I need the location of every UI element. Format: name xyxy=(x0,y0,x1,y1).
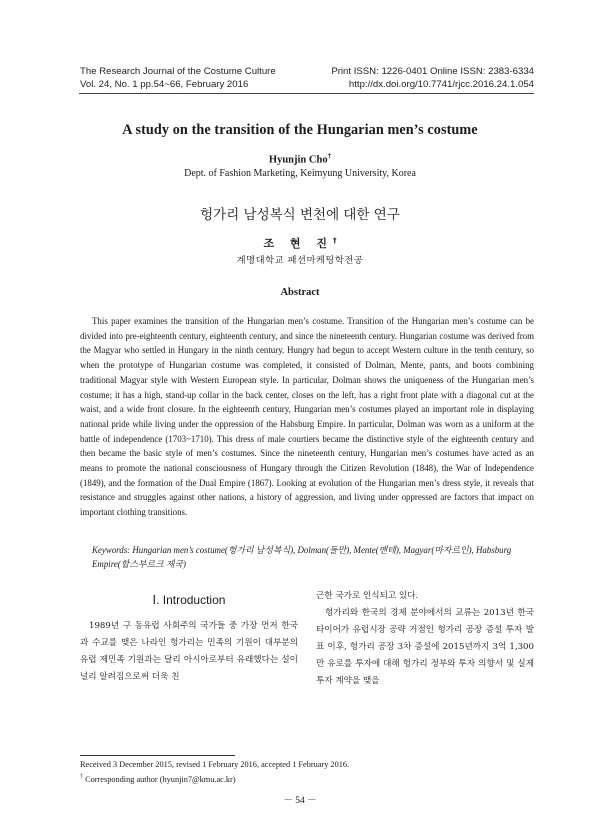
author-english xyxy=(0,152,600,166)
header-rule xyxy=(79,93,534,94)
abstract-heading: Abstract xyxy=(280,287,320,298)
title-korean: 헝가리 남성복식 변천에 대한 연구 xyxy=(200,207,400,223)
issn: Print ISSN: 1226-0401 Online ISSN: 2383-6334 xyxy=(331,66,534,77)
footnote-mark: † xyxy=(80,774,83,780)
journal-header-left xyxy=(80,65,276,91)
volume-info: Vol. 24, No. 1 pp.54~66, February 2016 xyxy=(80,79,249,90)
title-english: A study on the transition of the Hungarian men’s costume xyxy=(122,122,478,138)
body-column-right xyxy=(316,588,534,690)
intro-paragraph-1-continued: 근한 국가로 인식되고 있다. xyxy=(316,591,419,601)
journal-header-right xyxy=(331,65,534,91)
corresponding-author: Corresponding author (hyunjin7@kmu.ac.kr) xyxy=(85,774,236,784)
abstract-text: This paper examines the transition of the Hungarian men’s costume. Transition of the Hungarian men’s costume can be divided into pre-eighteenth century, eighteenth century, and since the nineteenth century. Hungarian costume was derived from the Magyar who settled in Hungary in the ninth century. Hungry had begun to accept Western culture in the tenth century, so when the prototype of Hungarian costume was completed, it consisted of Dolman, Mente, pants, and boots combining traditional Magyar style with Western European style. In particular, Dolman shows the uniqueness of the Hungarian men’s costume; it has a high, stand-up collar in the back center, closes on the left, has a right front plate with a diagonal cut at the waist, and a wide front closure. In the eighteenth century, Hungarian men’s costumes played an important role in displaying national pride while living under the oppression of the Habsburg Empire. In particular, Dolman was worn as a uniform at the battle of independence (1703~1710). This dress of male courtiers became the distinctive style of the eighteenth century and then became the basic style of men’s costumes. Since the nineteenth century, Hungarian men’s costumes have acted as an means to promote the national consciousness of Hungary through the Citizen Revolution (1848), the War of Independence (1849), and the formation of the Dual Empire (1867). Looking at evolution of the Hungarian men’s dress style, it reveals that resistance and struggles against other nations, a history of aggression, and living under oppressed are factors that impact on important clothing transitions. xyxy=(80,316,534,518)
affiliation-english: Dept. of Fashion Marketing, Keimyung University, Korea xyxy=(184,168,416,179)
corresponding-mark-ko: † xyxy=(333,236,337,245)
footnotes xyxy=(80,758,540,786)
section-heading-introduction: Ⅰ. Introduction xyxy=(152,593,226,607)
affiliation-korean: 계명대학교 패션마케팅학전공 xyxy=(236,255,364,266)
footnote-received: Received 3 December 2015, revised 1 February 2016, accepted 1 February 2016. xyxy=(80,760,350,769)
doi-link[interactable]: http://dx.doi.org/10.7741/rjcc.2016.24.1.054 xyxy=(348,79,534,90)
body-column-left xyxy=(80,588,298,686)
author-name: Hyunjin Cho xyxy=(268,154,328,166)
intro-paragraph-1: 1989년 구 동유럽 사회주의 국가들 중 가장 먼저 한국과 수교를 맺은 나라인 헝가리는 민족의 기원이 대부분의 유럽 제민족 기원과는 달리 아시아로부터 유래했다는 설이 널리 알려짐으로써 더욱 친 xyxy=(80,621,298,682)
page-number: － 54 － xyxy=(283,796,317,806)
footnote-rule xyxy=(80,755,235,756)
author-name-ko: 조 현 진 xyxy=(263,237,334,250)
intro-paragraph-2: 헝가리와 한국의 경제 분야에서의 교류는 2013년 한국타이어가 유럽시장 공략 거점인 헝가리 공장 증설 투자 발표 이후, 헝가리 공장 3차 증설에 2015년까지 3억 1,300만 유로를 투자에 대해 헝가리 정부와 투자 의향서 및 실제 투자 계약을 맺을 xyxy=(316,608,534,686)
journal-name: The Research Journal of the Costume Culture xyxy=(80,66,276,77)
keywords xyxy=(92,543,536,571)
keywords-list: Hungarian men’s costume(헝가리 남성복식), Dolman(돌만), Mente(멘테), Magyar(마자르인), Habsburg Empire(합스부르크 제국) xyxy=(92,545,512,569)
corresponding-mark: † xyxy=(327,152,332,160)
author-korean xyxy=(0,235,600,251)
footnote-corresponding xyxy=(80,771,540,786)
keywords-label: Keywords: xyxy=(92,545,131,555)
